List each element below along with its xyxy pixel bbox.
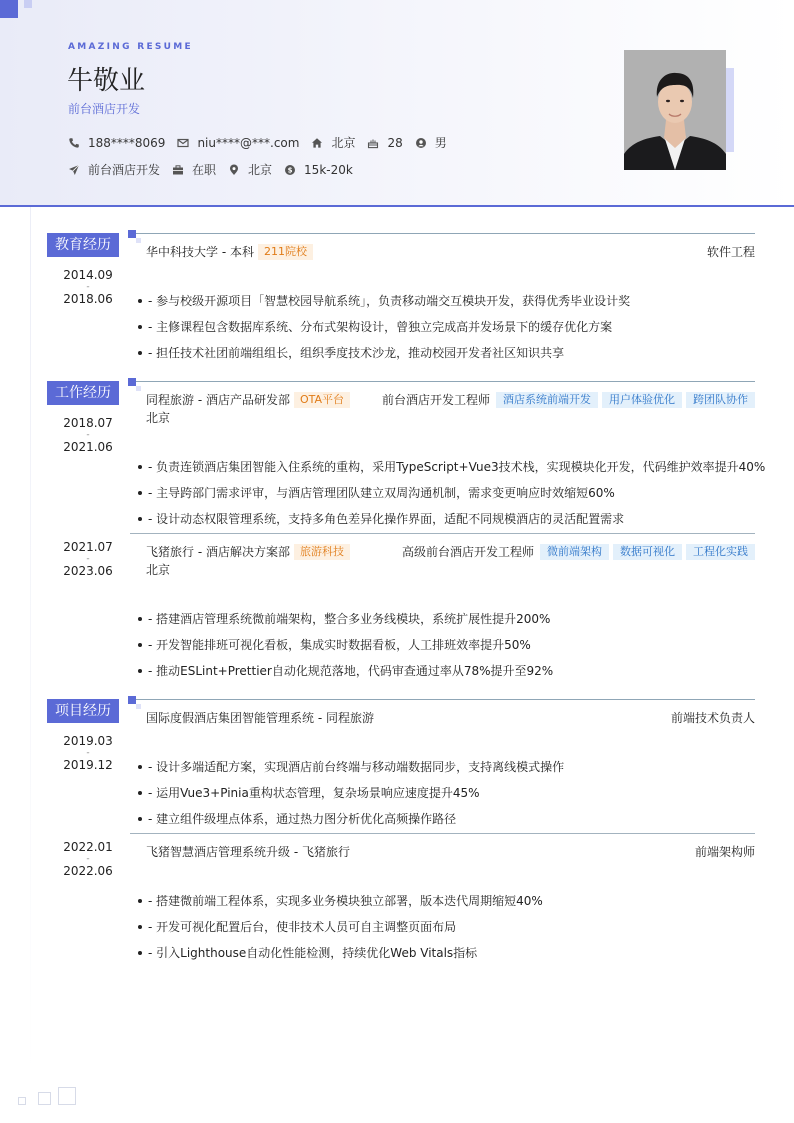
gender-icon <box>415 137 427 149</box>
mail-icon <box>177 137 189 149</box>
date-end: 2022.06 <box>63 864 113 878</box>
bullet-dot <box>138 351 142 355</box>
role-text: 高级前台酒店开发工程师 <box>401 545 534 559</box>
decor-square <box>0 0 18 18</box>
bullet-item <box>138 892 543 909</box>
bullet-text: - 主修课程包含数据库系统、分布式架构设计，曾独立完成高并发场景下的缓存优化方案 <box>148 320 613 334</box>
bullet-item <box>138 784 480 801</box>
intent-position <box>68 161 160 178</box>
company-name <box>146 543 350 560</box>
bullet-item <box>138 484 615 501</box>
entry-divider <box>130 533 755 534</box>
intent-city <box>228 161 272 178</box>
skill-tag: 微前端架构 <box>540 544 609 560</box>
svg-text:$: $ <box>287 166 293 174</box>
date-sep: - <box>86 554 90 564</box>
project-date-range <box>47 734 129 773</box>
bullet-dot <box>138 669 142 673</box>
intent-position-text: 前台酒店开发 <box>88 163 161 177</box>
intent-status <box>172 161 216 178</box>
school-tag: 211院校 <box>258 244 313 260</box>
section-divider <box>130 381 755 382</box>
project-name: 飞猪智慧酒店管理系统升级 - 飞猪旅行 <box>146 845 350 859</box>
age-text: 28 <box>387 135 403 150</box>
bullet-text: - 搭建酒店管理系统微前端架构，整合多业务线模块，系统扩展性提升200% <box>148 612 551 626</box>
bullet-item <box>138 944 477 961</box>
bullet-dot <box>138 465 142 469</box>
skill-tag: 跨团队协作 <box>686 392 755 408</box>
company-city: 北京 <box>146 411 171 425</box>
bullet-dot <box>138 765 142 769</box>
contact-row <box>68 134 459 151</box>
major <box>707 243 755 260</box>
company-name <box>146 391 350 408</box>
intent-salary-text: 15k-20k <box>304 162 353 177</box>
bullet-dot <box>138 899 142 903</box>
cake-icon <box>367 137 379 149</box>
intent-row <box>68 161 365 178</box>
work-date-range <box>47 416 129 455</box>
bullet-item <box>138 662 553 679</box>
section-title-education: 教育经历 <box>47 233 119 257</box>
entry-divider <box>130 833 755 834</box>
contact-email <box>177 136 299 150</box>
bullet-dot <box>138 299 142 303</box>
phone-text: 188****8069 <box>88 135 166 150</box>
company-tag: OTA平台 <box>294 392 350 408</box>
bullet-text: - 搭建微前端工程体系，实现多业务模块独立部署，版本迭代周期缩短40% <box>148 894 543 908</box>
bullet-text: - 运用Vue3+Pinia重构状态管理，复杂场景响应速度提升45% <box>148 786 480 800</box>
job-role <box>382 391 755 408</box>
contact-age <box>367 136 402 150</box>
section-title-projects: 项目经历 <box>47 699 119 723</box>
skill-tag: 数据可视化 <box>613 544 682 560</box>
education-date-range <box>47 268 129 307</box>
date-end: 2023.06 <box>63 564 113 578</box>
bullet-item <box>138 810 456 827</box>
section-marker <box>128 696 136 704</box>
date-end: 2019.12 <box>63 758 113 772</box>
date-start: 2021.07 <box>63 540 113 554</box>
email-text: niu****@***.com <box>197 135 300 150</box>
section-divider <box>130 233 755 234</box>
bullet-item <box>138 636 531 653</box>
phone-icon <box>68 137 80 149</box>
location-pin-icon <box>228 164 240 176</box>
bullet-item <box>138 458 765 475</box>
skill-tag: 酒店系统前端开发 <box>496 392 598 408</box>
skill-tag: 用户体验优化 <box>602 392 682 408</box>
date-start: 2014.09 <box>63 268 113 282</box>
bullet-dot <box>138 925 142 929</box>
decor-square <box>58 1087 76 1105</box>
school-text: 华中科技大学 - 本科 <box>146 245 254 259</box>
bullet-dot <box>138 517 142 521</box>
bullet-text: - 开发智能排班可视化看板，集成实时数据看板，人工排班效率提升50% <box>148 638 531 652</box>
bullet-dot <box>138 817 142 821</box>
header-divider <box>0 205 794 207</box>
bullet-dot <box>138 791 142 795</box>
home-icon <box>311 137 323 149</box>
bullet-text: - 建立组件级埋点体系，通过热力图分析优化高频操作路径 <box>148 812 457 826</box>
section-divider <box>130 699 755 700</box>
company-text: 同程旅游 - 酒店产品研发部 <box>146 393 290 407</box>
bullet-item <box>138 292 630 309</box>
date-start: 2019.03 <box>63 734 113 748</box>
bullet-item <box>138 610 550 627</box>
overline: AMAZING RESUME <box>68 42 193 52</box>
city-text: 北京 <box>331 136 356 150</box>
role-text: 前台酒店开发工程师 <box>381 393 490 407</box>
intent-status-text: 在职 <box>192 163 217 177</box>
project-date-range <box>47 840 129 879</box>
bullet-text: - 负责连锁酒店集团智能入住系统的重构，采用TypeScript+Vue3技术栈，实现模块化开发，代码维护效率提升40% <box>148 460 766 474</box>
date-end: 2021.06 <box>63 440 113 454</box>
date-sep: - <box>86 854 90 864</box>
contact-phone <box>68 136 165 150</box>
bullet-text: - 设计多端适配方案，实现酒店前台终端与移动端数据同步，支持离线模式操作 <box>148 760 565 774</box>
company-tag: 旅游科技 <box>294 544 350 560</box>
bullet-dot <box>138 643 142 647</box>
major-text: 软件工程 <box>706 245 755 259</box>
contact-gender <box>415 134 447 151</box>
date-start: 2022.01 <box>63 840 113 854</box>
date-start: 2018.07 <box>63 416 113 430</box>
bullet-text: - 参与校级开源项目「智慧校园导航系统」，负责移动端交互模块开发，获得优秀毕业设计奖 <box>148 294 631 308</box>
job-role <box>402 543 755 560</box>
project-role <box>671 709 755 726</box>
decor-square <box>38 1092 51 1105</box>
salary-icon <box>284 164 296 176</box>
bullet-dot <box>138 617 142 621</box>
intent-salary <box>284 163 353 177</box>
profile-photo <box>624 50 726 170</box>
bullet-text: - 推动ESLint+Prettier自动化规范落地，代码审查通过率从78%提升至92% <box>148 664 554 678</box>
project-role <box>695 843 755 860</box>
bullet-item <box>138 510 624 527</box>
job-title: 前台酒店开发 <box>68 102 141 116</box>
candidate-name: 牛敬业 <box>67 66 146 96</box>
project-name: 国际度假酒店集团智能管理系统 - 同程旅游 <box>146 711 374 725</box>
company-text: 飞猪旅行 - 酒店解决方案部 <box>146 545 290 559</box>
bullet-item <box>138 318 612 335</box>
send-icon <box>68 164 80 176</box>
intent-city-text: 北京 <box>248 163 273 177</box>
contact-city <box>311 134 355 151</box>
decor-square <box>18 1097 26 1105</box>
bullet-dot <box>138 491 142 495</box>
bullet-item <box>138 918 456 935</box>
bullet-text: - 引入Lighthouse自动化性能检测，持续优化Web Vitals指标 <box>148 946 478 960</box>
date-sep: - <box>86 430 90 440</box>
school-name <box>146 243 313 260</box>
bullet-text: - 担任技术社团前端组组长，组织季度技术沙龙，推动校园开发者社区知识共享 <box>148 346 565 360</box>
company-city: 北京 <box>146 563 171 577</box>
briefcase-icon <box>172 164 184 176</box>
date-end: 2018.06 <box>63 292 113 306</box>
gender-text: 男 <box>434 136 447 150</box>
decor-square <box>24 0 32 8</box>
bullet-text: - 设计动态权限管理系统，支持多角色差异化操作界面，适配不同规模酒店的灵活配置需求 <box>148 512 625 526</box>
section-title-work: 工作经历 <box>47 381 119 405</box>
project-role-text: 前端技术负责人 <box>670 711 755 725</box>
skill-tag: 工程化实践 <box>686 544 755 560</box>
bullet-item <box>138 758 564 775</box>
bullet-item <box>138 344 564 361</box>
work-date-range <box>47 540 129 579</box>
date-sep: - <box>86 282 90 292</box>
project-role-text: 前端架构师 <box>694 845 755 859</box>
bullet-dot <box>138 325 142 329</box>
section-marker <box>128 230 136 238</box>
bullet-text: - 主导跨部门需求评审，与酒店管理团队建立双周沟通机制，需求变更响应时效缩短60% <box>148 486 615 500</box>
date-sep: - <box>86 748 90 758</box>
bullet-dot <box>138 951 142 955</box>
bullet-text: - 开发可视化配置后台，使非技术人员可自主调整页面布局 <box>148 920 457 934</box>
section-marker <box>128 378 136 386</box>
decor-side-line <box>30 207 31 1077</box>
